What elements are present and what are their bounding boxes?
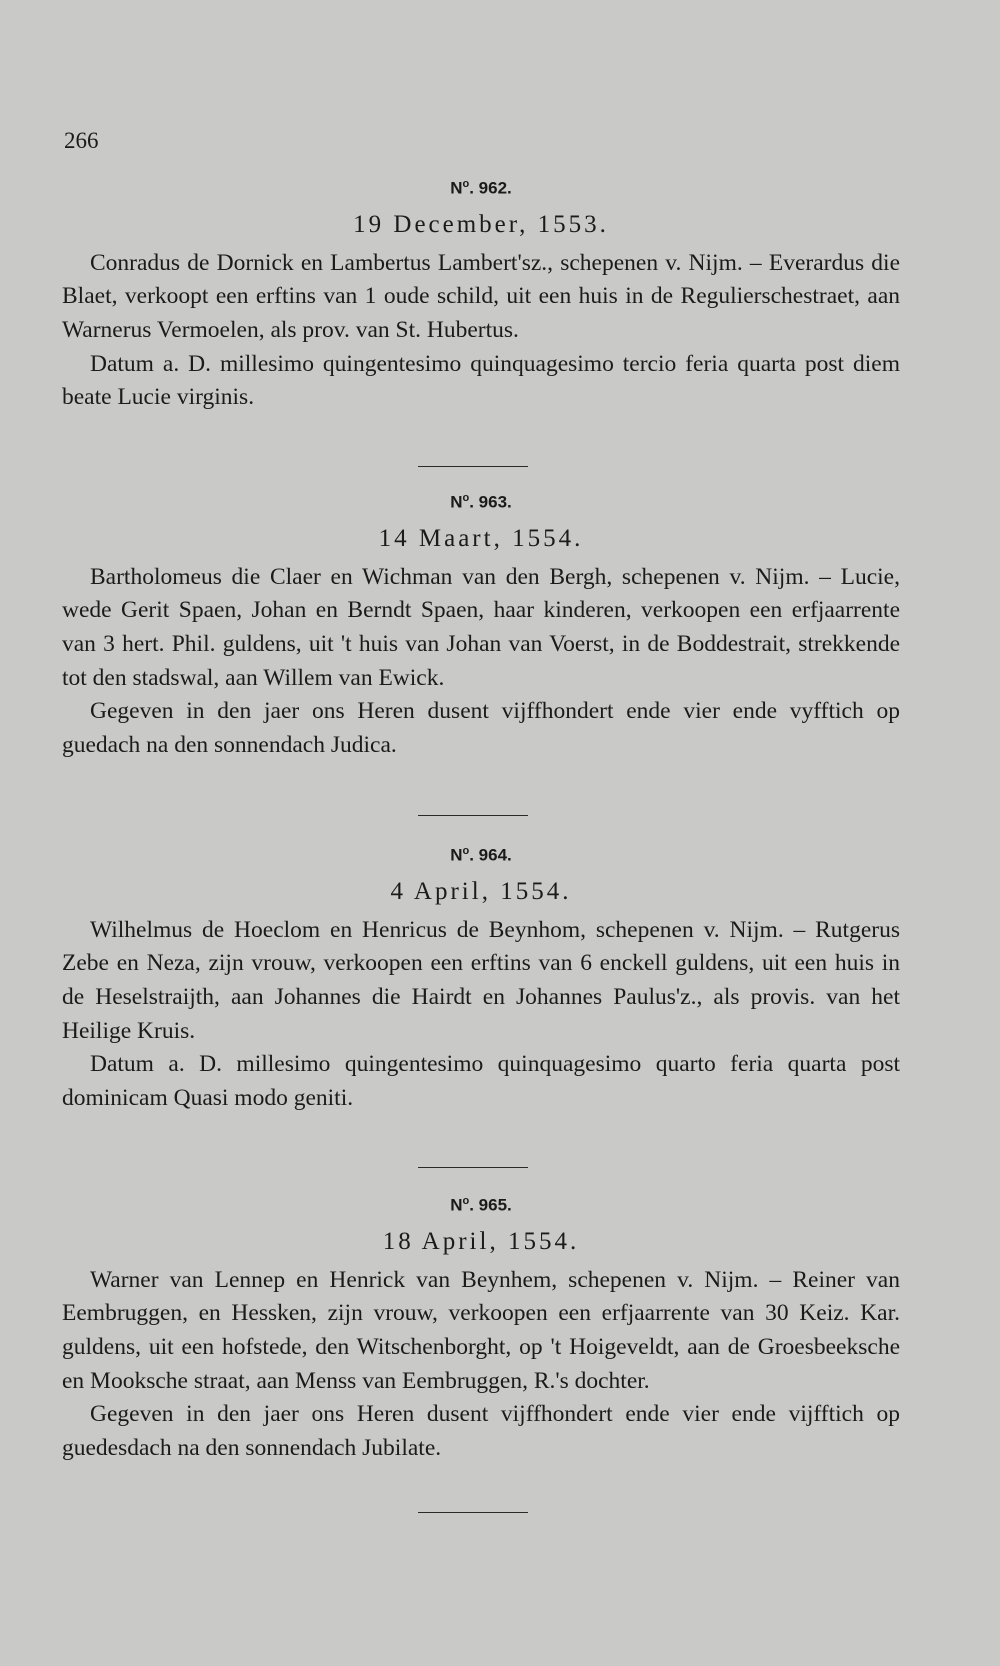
entry-number: $N^o$. 963. [450, 492, 512, 512]
entry-abstract: Warner van Lennep en Henrick van Beynhem, schepenen v. Nijm. – Reiner van Eembruggen, en Hessken, zijn vrouw, verkoopen een erfjaarrente van 30 Keiz. Kar. guldens, uit een hofstede, den Witschenborght, op 't Hoigeveldt, aan de Groesbeeksche en Mooksche straat, aan Menss van Eembruggen, R.'s dochter. [62, 1266, 900, 1394]
entry-964 [62, 845, 900, 1116]
entry-number: $N^o$. 965. [450, 1195, 512, 1215]
entry-date: 18 April, 1554. [382, 1227, 580, 1255]
section-divider [418, 1167, 528, 1168]
entry-number: $N^o$. 964. [450, 845, 512, 865]
entry-abstract: Bartholomeus die Claer en Wichman van den Bergh, schepenen v. Nijm. – Lucie, wede Gerit Spaen, Johan en Berndt Spaen, haar kinderen, verkoopen een erfjaarrente van 3 hert. Phil. guldens, uit 't huis van Johan van Voerst, in de Boddestrait, strekkende tot den stadswal, aan Willem van Ewick. [62, 563, 900, 691]
entry-dating-clause: Gegeven in den jaer ons Heren dusent vijffhondert ende vier ende vyfftich op guedach na den sonnendach Judica. [62, 698, 900, 759]
section-divider [418, 466, 528, 467]
entry-dating-clause: Datum a. D. millesimo quingentesimo quinquagesimo tercio feria quarta post diem beate Lucie virginis. [62, 350, 900, 411]
entry-abstract: Wilhelmus de Hoeclom en Henricus de Beynhom, schepenen v. Nijm. – Rutgerus Zebe en Neza, zijn vrouw, verkoopen een erftins van 6 enckell guldens, uit een huis in de Heselstraijth, aan Johannes die Hairdt en Johannes Paulus'z., als provis. van het Heilige Kruis. [62, 916, 900, 1044]
entry-date: 19 December, 1553. [353, 210, 609, 238]
entry-date: 4 April, 1554. [390, 877, 572, 905]
entry-965 [62, 1195, 900, 1466]
entry-date: 14 Maart, 1554. [378, 524, 584, 552]
section-divider [418, 815, 528, 816]
entry-963 [62, 492, 900, 763]
entry-number: $N^o$. 962. [450, 178, 512, 198]
section-divider [418, 1512, 528, 1513]
entry-962 [62, 178, 900, 415]
entry-dating-clause: Datum a. D. millesimo quingentesimo quinquagesimo quarto feria quarta post dominicam Quasi modo geniti. [62, 1051, 900, 1112]
entry-dating-clause: Gegeven in den jaer ons Heren dusent vijffhondert ende vier ende vijfftich op guedesdach na den sonnendach Jubilate. [62, 1401, 900, 1462]
page-number: 266 [64, 128, 99, 153]
entry-abstract: Conradus de Dornick en Lambertus Lambert'sz., schepenen v. Nijm. – Everardus die Blaet, verkoopt een erftins van 1 oude schild, uit een huis in de Regulierschestraet, aan Warnerus Vermoelen, als prov. van St. Hubertus. [62, 249, 900, 344]
